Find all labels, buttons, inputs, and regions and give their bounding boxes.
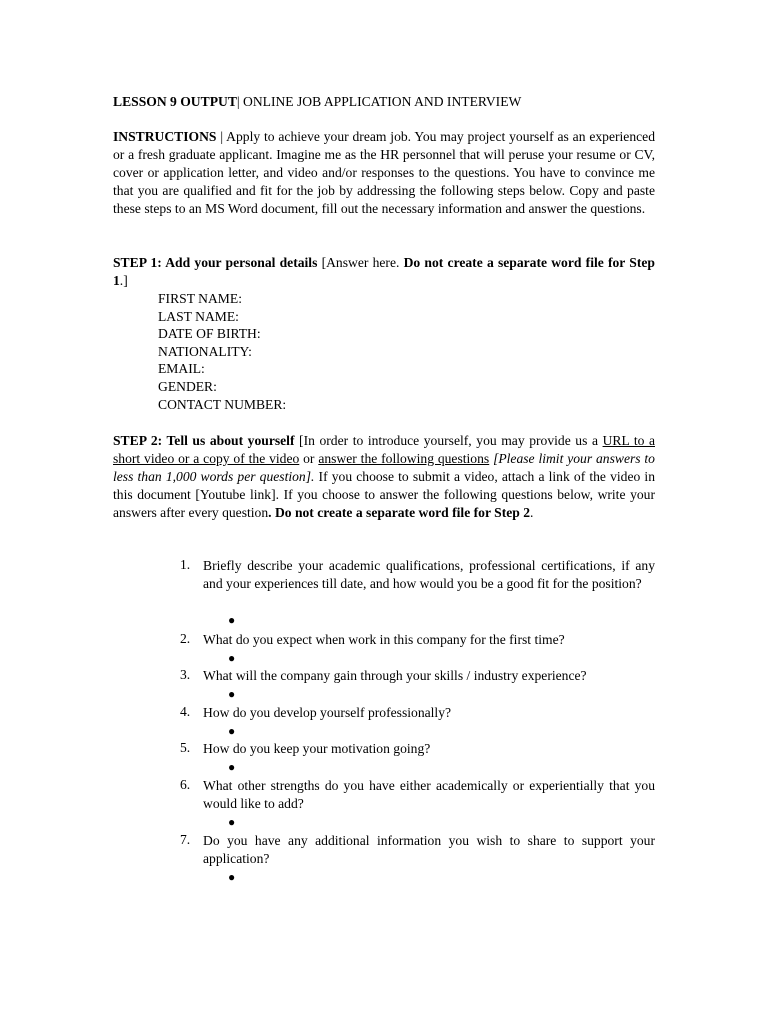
question-number: 1. <box>180 557 191 572</box>
question-text: What will the company gain through your skills / industry experience? <box>203 668 587 683</box>
question-text: How do you keep your motivation going? <box>203 741 431 756</box>
question-number: 6. <box>180 777 191 792</box>
field-nationality: NATIONALITY: <box>158 343 252 359</box>
page-title <box>113 93 655 111</box>
lesson-label: LESSON 9 OUTPUT <box>113 94 237 109</box>
step2-intro: [In order to introduce yourself, you may provide us a <box>294 433 603 448</box>
step2-text: If you choose to submit a video, attach a link of the video in this document [Youtube link]. If you choose to answer the following questions below, write your answers after every question <box>113 469 656 520</box>
title-separator: | <box>236 94 240 109</box>
question-number: 5. <box>180 740 191 755</box>
step1-label: STEP 1: Add your personal details <box>113 255 318 270</box>
question-text: Do you have any additional information you wish to share to support your application? <box>203 833 655 867</box>
question-number: 2. <box>180 631 191 646</box>
step1-answer-note: [Answer here. <box>317 255 404 270</box>
field-date-of-birth: DATE OF BIRTH: <box>158 326 261 342</box>
step2-end: . <box>530 505 534 520</box>
question-text: Briefly describe your academic qualifications, professional certifications, if any and your experiences till date, and how would you be a good fit for the position? <box>203 558 655 592</box>
question-text: What do you expect when work in this company for the first time? <box>203 632 565 647</box>
field-contact-number: CONTACT NUMBER: <box>158 396 287 412</box>
field-last-name: LAST NAME: <box>158 308 239 324</box>
title-subtitle: ONLINE JOB APPLICATION AND INTERVIEW <box>239 94 522 109</box>
question-number: 3. <box>180 667 191 682</box>
field-first-name: FIRST NAME: <box>158 291 242 306</box>
answer-bullet: ● <box>228 651 236 665</box>
instructions-paragraph <box>113 128 655 218</box>
field-email: EMAIL: <box>158 361 205 377</box>
word-limit-note: [Please limit your answers to less than 1,000 words per question]. <box>113 451 655 484</box>
field-gender: GENDER: <box>158 378 217 394</box>
step2-or: or <box>299 451 319 466</box>
instructions-label: INSTRUCTIONS <box>113 129 217 144</box>
step1-warning: Do not create a separate word file for Step 1 <box>113 255 655 288</box>
answer-bullet: ● <box>228 613 236 627</box>
personal-details-fields <box>158 290 286 413</box>
answer-bullet: ● <box>228 760 236 774</box>
answer-bullet: ● <box>228 724 236 738</box>
question-number: 4. <box>180 704 191 719</box>
step2-label: STEP 2: Tell us about yourself <box>113 433 295 448</box>
question-number: 7. <box>180 832 191 847</box>
step2-warning: . Do not create a separate word file for Step 2 <box>268 505 531 520</box>
step1-close: .] <box>119 273 128 288</box>
answer-bullet: ● <box>228 815 236 829</box>
answer-questions-link[interactable]: answer the following questions <box>318 451 490 466</box>
question-text: How do you develop yourself professionally? <box>203 705 452 720</box>
question-text: What other strengths do you have either academically or experientially that you would like to add? <box>203 778 655 812</box>
step2-paragraph <box>113 432 655 522</box>
answer-bullet: ● <box>228 870 236 884</box>
video-url-link[interactable]: URL to a short video or a copy of the video <box>113 433 655 466</box>
answer-bullet: ● <box>228 687 236 701</box>
step1-heading <box>113 254 655 290</box>
instructions-text: | Apply to achieve your dream job. You may project yourself as an experienced or a fresh graduate applicant. Imagine me as the HR personnel that will peruse your resume or CV, cover or application letter, and video and/or responses to the questions. You have to convince me that you are qualified and fit for the job by addressing the following steps below. Copy and paste these steps to an MS Word document, fill out the necessary information and answer the questions. <box>113 129 655 216</box>
